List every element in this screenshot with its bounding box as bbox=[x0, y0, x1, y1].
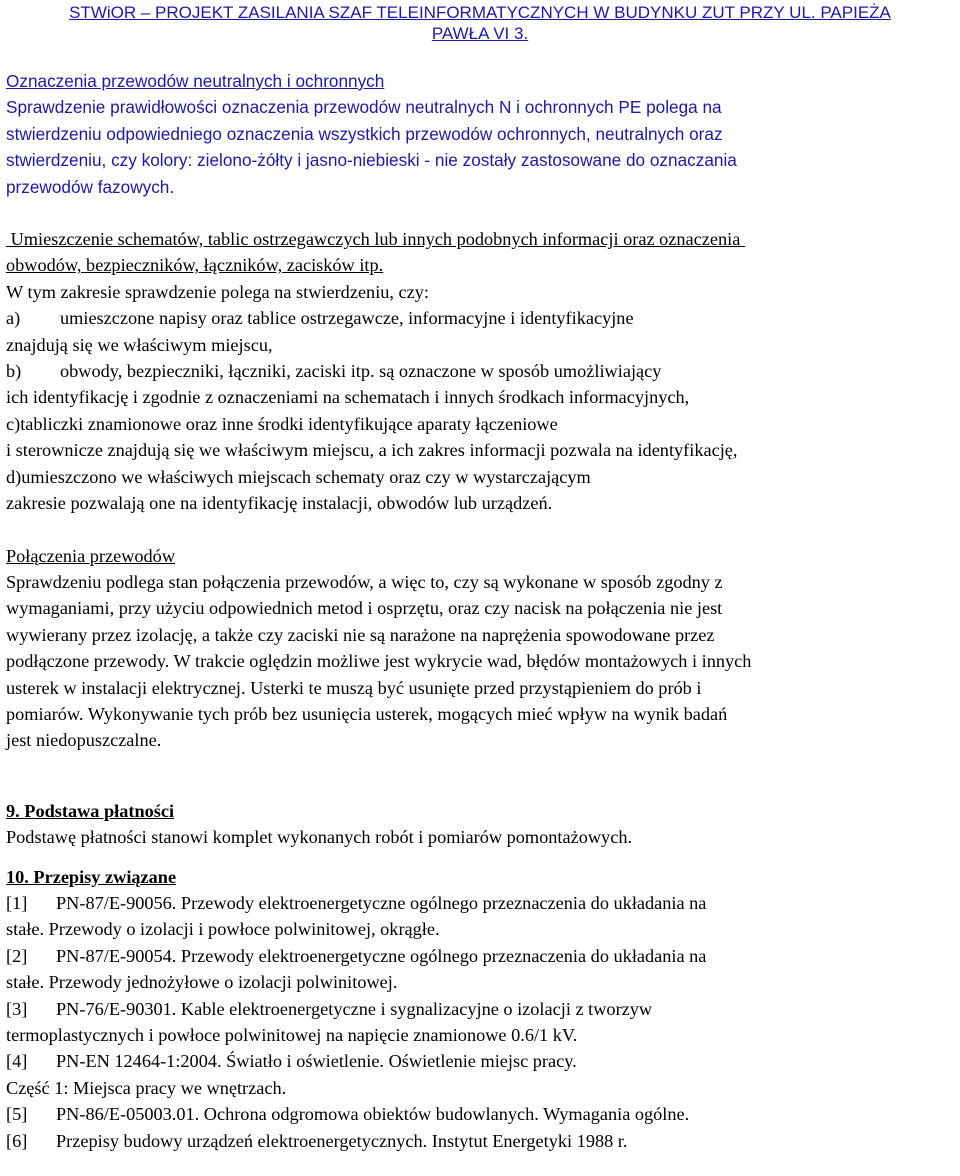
reference-item bbox=[6, 996, 954, 1022]
reference-item bbox=[6, 1128, 954, 1154]
section-connections bbox=[6, 543, 954, 754]
list-item-a bbox=[6, 305, 954, 331]
reference-item-cont: termoplastycznych i powłoce polwinitowej na napięcie znamionowe 0.6/1 kV. bbox=[6, 1025, 578, 1045]
list-text: obwody, bezpieczniki, łączniki, zaciski itp. są oznaczone w sposób umożliwiający bbox=[60, 361, 662, 382]
section-payment bbox=[6, 798, 954, 851]
list-label: a) bbox=[6, 308, 21, 329]
section-title-cont: obwodów, bezpieczników, łączników, zacisków itp. bbox=[6, 255, 384, 276]
reference-item-cont: Część 1: Miejsca pracy we wnętrzach. bbox=[6, 1077, 287, 1098]
list-item-d-cont: zakresie pozwalają one na identyfikację instalacji, obwodów lub urządzeń. bbox=[6, 493, 553, 514]
paragraph-line: pomiarów. Wykonywanie tych prób bez usunięcia usterek, mogących mieć wpływ na wynik badań bbox=[6, 703, 728, 724]
reference-item bbox=[6, 943, 954, 969]
reference-item bbox=[6, 890, 954, 916]
paragraph-line: usterek w instalacji elektrycznej. Usterki te muszą być usunięte przed przystąpieniem do prób i bbox=[6, 677, 702, 698]
reference-number: [4] bbox=[6, 1051, 28, 1072]
section-heading: 9. Podstawa płatności bbox=[6, 800, 175, 821]
reference-text: Przepisy budowy urządzeń elektroenergetycznych. Instytut Energetyki 1988 r. bbox=[56, 1130, 628, 1151]
header-line-1: STWiOR – PROJEKT ZASILANIA SZAF TELEINFORMATYCZNYCH W BUDYNKU ZUT PRZY UL. PAPIEŻA bbox=[69, 3, 891, 22]
paragraph-line: stwierdzeniu, czy kolory: zielono-żółty i jasno-niebieski - nie zostały zastosowane do oznaczania bbox=[6, 150, 737, 171]
paragraph-line: Podstawę płatności stanowi komplet wykonanych robót i pomiarów pomontażowych. bbox=[6, 827, 633, 848]
reference-number: [1] bbox=[6, 892, 28, 913]
list-item-d: d)umieszczono we właściwych miejscach schematy oraz czy w wystarczającym bbox=[6, 466, 591, 487]
reference-text: PN-76/E-90301. Kable elektroenergetyczne i sygnalizacyjne o izolacji z tworzyw bbox=[56, 998, 653, 1019]
list-item-c: c)tabliczki znamionowe oraz inne środki identyfikujące aparaty łączeniowe bbox=[6, 413, 558, 434]
section-title: Połączenia przewodów bbox=[6, 545, 176, 566]
document-header bbox=[4, 0, 956, 44]
paragraph-line: wywierany przez izolację, a także czy zaciski nie są narażone na naprężenia spowodowane przez bbox=[6, 624, 715, 645]
reference-text: PN-87/E-90054. Przewody elektroenergetyczne ogólnego przeznaczenia do układania na bbox=[56, 945, 707, 966]
reference-item-cont: stałe. Przewody o izolacji i powłoce polwinitowej, okrągłe. bbox=[6, 919, 440, 940]
reference-text: PN-87/E-90056. Przewody elektroenergetyczne ogólnego przeznaczenia do układania na bbox=[56, 892, 707, 913]
list-item-b-cont: ich identyfikację i zgodnie z oznaczeniami na schematach i innych środkach informacyjnych, bbox=[6, 387, 690, 408]
paragraph-line: przewodów fazowych. bbox=[6, 176, 175, 197]
paragraph-line: Sprawdzeniu podlega stan połączenia przewodów, a więc to, czy są wykonane w sposób zgodny z bbox=[6, 571, 723, 592]
reference-number: [6] bbox=[6, 1130, 28, 1151]
list-label: b) bbox=[6, 361, 22, 382]
reference-text: PN-EN 12464-1:2004. Światło i oświetlenie. Oświetlenie miejsc pracy. bbox=[56, 1051, 577, 1072]
section-regulations bbox=[6, 864, 954, 1154]
section-title: Umieszczenie schematów, tablic ostrzegawczych lub innych podobnych informacji oraz oznaczenia bbox=[6, 229, 745, 250]
reference-item bbox=[6, 1101, 954, 1127]
paragraph-line: W tym zakresie sprawdzenie polega na stwierdzeniu, czy: bbox=[6, 281, 430, 302]
reference-item-cont: stałe. Przewody jednożyłowe o izolacji polwinitowej. bbox=[6, 972, 398, 993]
section-heading: 10. Przepisy związane bbox=[6, 866, 177, 887]
paragraph-line: stwierdzeniu odpowiedniego oznaczenia wszystkich przewodów ochronnych, neutralnych oraz bbox=[6, 123, 723, 144]
section-title: Oznaczenia przewodów neutralnych i ochronnych bbox=[6, 71, 385, 91]
reference-number: [5] bbox=[6, 1104, 28, 1125]
section-neutral-protective bbox=[6, 68, 954, 200]
section-markings bbox=[6, 226, 954, 516]
list-item-c-cont: i sterownicze znajdują się we właściwym miejscu, a ich zakres informacji pozwala na identyfikację, bbox=[6, 440, 738, 461]
list-text: umieszczone napisy oraz tablice ostrzegawcze, informacyjne i identyfikacyjne bbox=[60, 308, 634, 329]
list-item-a-cont: znajdują się we właściwym miejscu, bbox=[6, 334, 273, 355]
list-item-b bbox=[6, 358, 954, 384]
paragraph-line: jest niedopuszczalne. bbox=[6, 730, 162, 751]
reference-item bbox=[6, 1048, 954, 1074]
reference-number: [2] bbox=[6, 945, 28, 966]
reference-number: [3] bbox=[6, 998, 28, 1019]
paragraph-line: podłączone przewody. W trakcie oględzin możliwe jest wykrycie wad, błędów montażowych i innych bbox=[6, 651, 752, 672]
header-line-2: PAWŁA VI 3. bbox=[431, 24, 529, 43]
paragraph-line: wymaganiami, przy użyciu odpowiednich metod i osprzętu, oraz czy nacisk na połączenia nie jest bbox=[6, 598, 723, 619]
document-body bbox=[6, 68, 954, 1154]
paragraph-line: Sprawdzenie prawidłowości oznaczenia przewodów neutralnych N i ochronnych PE polega na bbox=[6, 97, 722, 118]
reference-text: PN-86/E-05003.01. Ochrona odgromowa obiektów budowlanych. Wymagania ogólne. bbox=[56, 1104, 690, 1125]
